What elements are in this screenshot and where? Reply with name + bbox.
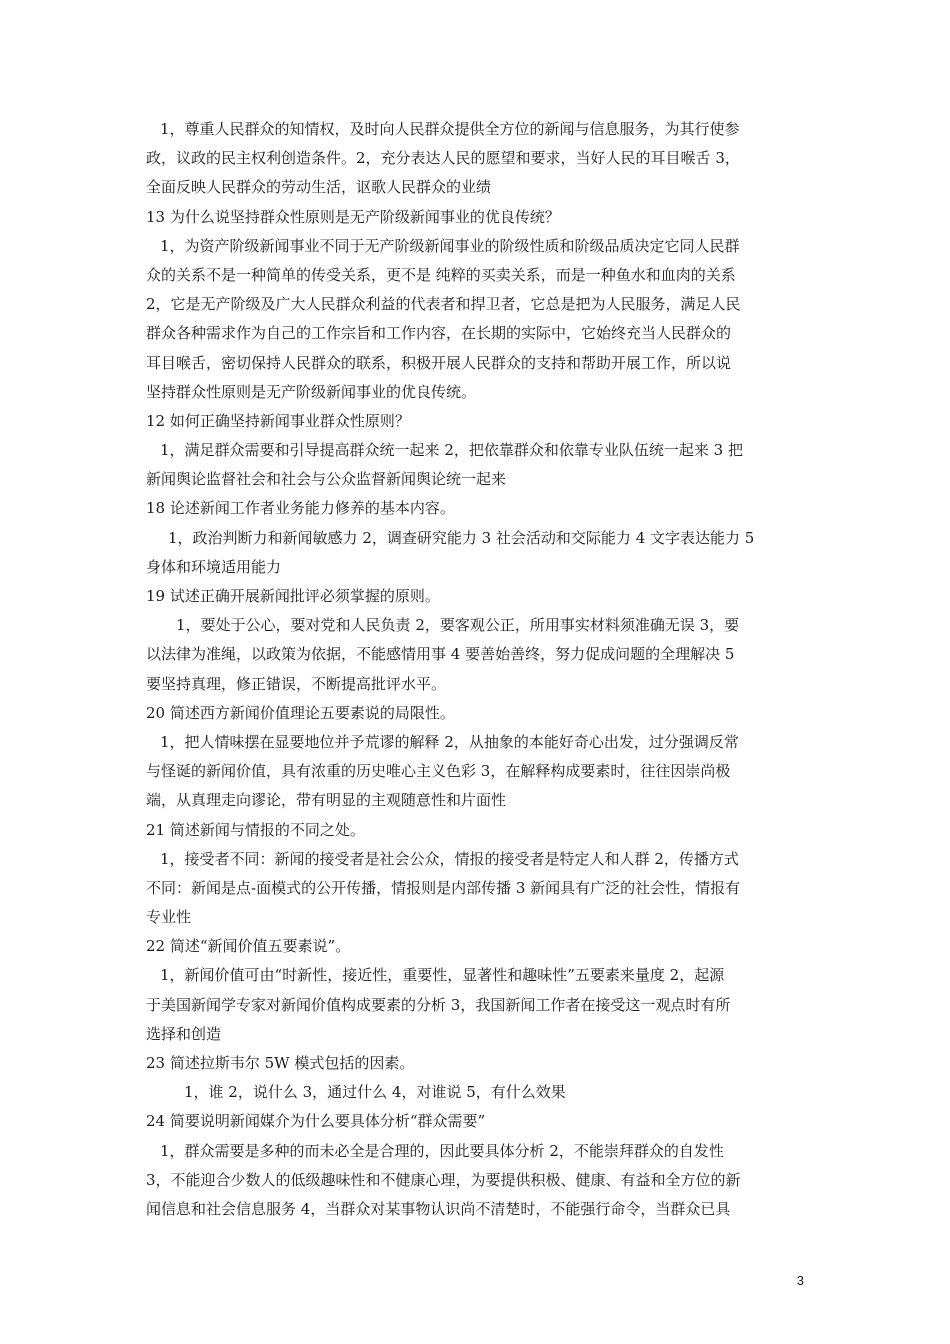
text-line: 于美国新闻学专家对新闻价值构成要素的分析 3，我国新闻工作者在接受这一观点时有所 [146, 995, 731, 1014]
text-line: 坚持群众性原则是无产阶级新闻事业的优良传统。 [146, 382, 477, 401]
text-line: 专业性 [146, 908, 192, 927]
text-line: 全面反映人民群众的劳动生活，讴歌人民群众的业绩 [146, 178, 492, 197]
text-line: 1，政治判断力和新闻敏感力 2，调查研究能力 3 社会活动和交际能力 4 文字表达能力 5 [168, 528, 755, 547]
text-line: 1，满足群众需要和引导提高群众统一起来 2，把依靠群众和依靠专业队伍统一起来 3 把 [160, 441, 743, 460]
text-line: 1，群众需要是多种的而未必全是合理的，因此要具体分析 2，不能崇拜群众的自发性 [160, 1141, 724, 1160]
question-heading: 20 简述西方新闻价值理论五要素说的局限性。 [146, 703, 455, 722]
text-line: 政，议政的民主权利创造条件。2，充分表达人民的愿望和要求，当好人民的耳目喉舌 3， [146, 149, 740, 168]
text-line: 2，它是无产阶级及广大人民群众利益的代表者和捍卫者，它总是把为人民服务，满足人民 [146, 295, 741, 314]
question-heading: 18 论述新闻工作者业务能力修养的基本内容。 [146, 499, 455, 518]
question-heading: 13 为什么说坚持群众性原则是无产阶级新闻事业的优良传统？ [146, 207, 560, 226]
text-line: 以法律为准绳，以政策为依据，不能感情用事 4 要善始善终，努力促成问题的全理解决 5 [146, 645, 735, 664]
question-heading: 19 试述正确开展新闻批评必须掌握的原则。 [146, 587, 440, 605]
text-line: 1，新闻价值可由“时新性，接近性，重要性，显著性和趣味性”五要素来量度 2，起源 [160, 966, 725, 985]
text-line: 新闻舆论监督社会和社会与公众监督新闻舆论统一起来 [146, 470, 507, 489]
text-line: 闻信息和社会信息服务 4，当群众对某事物认识尚不清楚时，不能强行命令，当群众已具 [146, 1199, 731, 1218]
text-line: 端，从真理走向谬论，带有明显的主观随意性和片面性 [146, 791, 507, 810]
question-heading: 12 如何正确坚持新闻事业群众性原则？ [146, 411, 410, 430]
text-line: 1，要处于公心，要对党和人民负责 2，要客观公正，所用事实材料须准确无误 3，要 [176, 616, 740, 635]
text-line: 1，接受者不同：新闻的接受者是社会公众，情报的接受者是特定人和人群 2，传播方式 [160, 849, 739, 868]
question-heading: 24 简要说明新闻媒介为什么要具体分析“群众需要” [146, 1112, 486, 1131]
text-line: 1，把人情味摆在显要地位并予荒谬的解释 2，从抽象的本能好奇心出发，过分强调反常 [160, 732, 739, 751]
page-number: 3 [796, 1273, 804, 1288]
text-line: 选择和创造 [146, 1024, 222, 1043]
question-heading: 22 简述“新闻价值五要素说”。 [146, 937, 351, 956]
text-line: 身体和环境适用能力 [146, 557, 282, 576]
text-line: 不同：新闻是点-面模式的公开传播，情报则是内部传播 3 新闻具有广泛的社会性，情报有 [146, 878, 741, 897]
text-line: 1，为资产阶级新闻事业不同于无产阶级新闻事业的阶级性质和阶级品质决定它同人民群 [160, 236, 740, 255]
document-body [146, 115, 808, 1224]
text-line: 1，谁 2，说什么 3，通过什么 4，对谁说 5，有什么效果 [184, 1083, 566, 1102]
text-line: 与怪诞的新闻价值，具有浓重的历史唯心主义色彩 3，在解释构成要素时，往往因崇尚极 [146, 762, 731, 781]
text-line: 要坚持真理，修正错误，不断提高批评水平。 [146, 674, 447, 693]
text-line: 众的关系不是一种简单的传受关系，更不是 纯粹的买卖关系，而是一种鱼水和血肉的关系 [146, 265, 736, 284]
text-line: 群众各种需求作为自己的工作宗旨和工作内容，在长期的实际中，它始终充当人民群众的 [146, 324, 732, 343]
text-line: 耳目喉舌，密切保持人民群众的联系，积极开展人民群众的支持和帮助开展工作，所以说 [146, 353, 732, 372]
text-line: 3，不能迎合少数人的低级趣味性和不健康心理，为要提供积极、健康、有益和全方位的新 [146, 1170, 741, 1189]
question-heading: 21 简述新闻与情报的不同之处。 [146, 820, 365, 839]
text-line: 1，尊重人民群众的知情权，及时向人民群众提供全方位的新闻与信息服务，为其行使参 [160, 120, 740, 138]
question-heading: 23 简述拉斯韦尔 5W 模式包括的因素。 [146, 1054, 415, 1072]
